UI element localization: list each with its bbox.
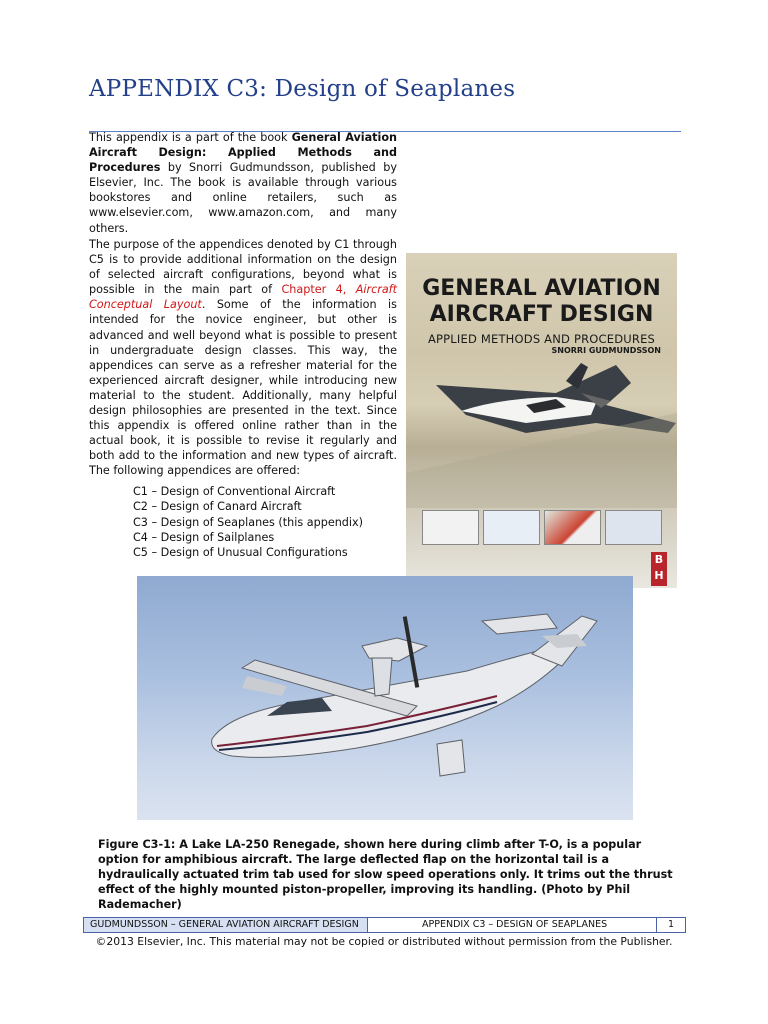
publisher-logo-h: H [654,569,664,582]
cover-thumbnail-chart [483,510,540,545]
cover-thumbnail-render [544,510,601,545]
cover-airplane-illustration [406,353,677,508]
cover-title-line2: AIRCRAFT DESIGN [429,302,654,327]
cover-author: SNORRI GUDMUNDSSON [551,346,661,355]
publisher-logo [651,552,667,586]
intro-text-2: by Snorri Gudmundsson, published by Elsevier, Inc. The book is available through various bookstores and online retailers, such as www.elsevier.com, www.amazon.com, and many others. [89,161,397,235]
aircraft-photo [137,576,633,820]
list-item: C3 – Design of Seaplanes (this appendix) [133,515,363,529]
list-item: C2 – Design of Canard Aircraft [133,500,302,514]
cover-subtitle: APPLIED METHODS AND PROCEDURES [427,332,656,346]
intro-paragraph [89,130,397,236]
intro-text-1: This appendix is a part of the book [89,131,292,144]
cover-title-line1: GENERAL AVIATION [422,276,661,301]
page-title: APPENDIX C3: Design of Seaplanes [89,76,516,102]
book-title: General Aviation Aircraft Design: Applied Methods and Procedures [89,131,397,175]
page-number: 1 [656,917,686,933]
chapter-link[interactable]: Chapter 4, [281,283,356,297]
cover-thumbnail-wing [605,510,662,545]
purpose-paragraph [89,237,397,479]
cover-thumbnail-drawing [422,510,479,545]
purpose-text-2: . Some of the information is intended for the novice engineer, but other is advanced and well beyond what is possible to present in undergraduate design classes. This way, the appendices can serve as a refresher material for the experienced aircraft designer, while introducing new material to the student. Additionally, many helpful design philosophies are presented in the text. Since this appendix is offered online rather than in the actual book, it is possible to revise it regularly and both add to the information and new types of aircraft. The following appendices are offered: [89,298,397,478]
footer-book-title: GUDMUNDSSON – GENERAL AVIATION AIRCRAFT DESIGN [83,917,368,933]
seaplane-illustration [137,576,633,820]
footer-chapter-title: APPENDIX C3 – DESIGN OF SEAPLANES [367,917,657,933]
copyright-notice: ©2013 Elsevier, Inc. This material may not be copied or distributed without permission from the Publisher. [95,935,673,948]
figure-caption: Figure C3-1: A Lake LA-250 Renegade, shown here during climb after T-O, is a popular option for amphibious aircraft. The large deflected flap on the horizontal tail is a hydraulically actuated trim tab used for slow speed operations only. It trims out the thrust effect of the highly mounted piston-propeller, improving its handling. (Photo by Phil Rademacher) [98,838,673,911]
publisher-logo-b: B [654,553,664,566]
chapter-title-link[interactable]: Aircraft Conceptual Layout [89,283,397,312]
purpose-text-1: The purpose of the appendices denoted by C1 through C5 is to provide additional information on the design of selected aircraft configurations, beyond what is possible in the main part of [89,238,397,297]
list-item: C5 – Design of Unusual Configurations [133,546,348,560]
book-cover-image [406,253,677,588]
list-item: C4 – Design of Sailplanes [133,530,275,544]
appendix-list [133,484,363,560]
list-item: C1 – Design of Conventional Aircraft [133,485,336,498]
